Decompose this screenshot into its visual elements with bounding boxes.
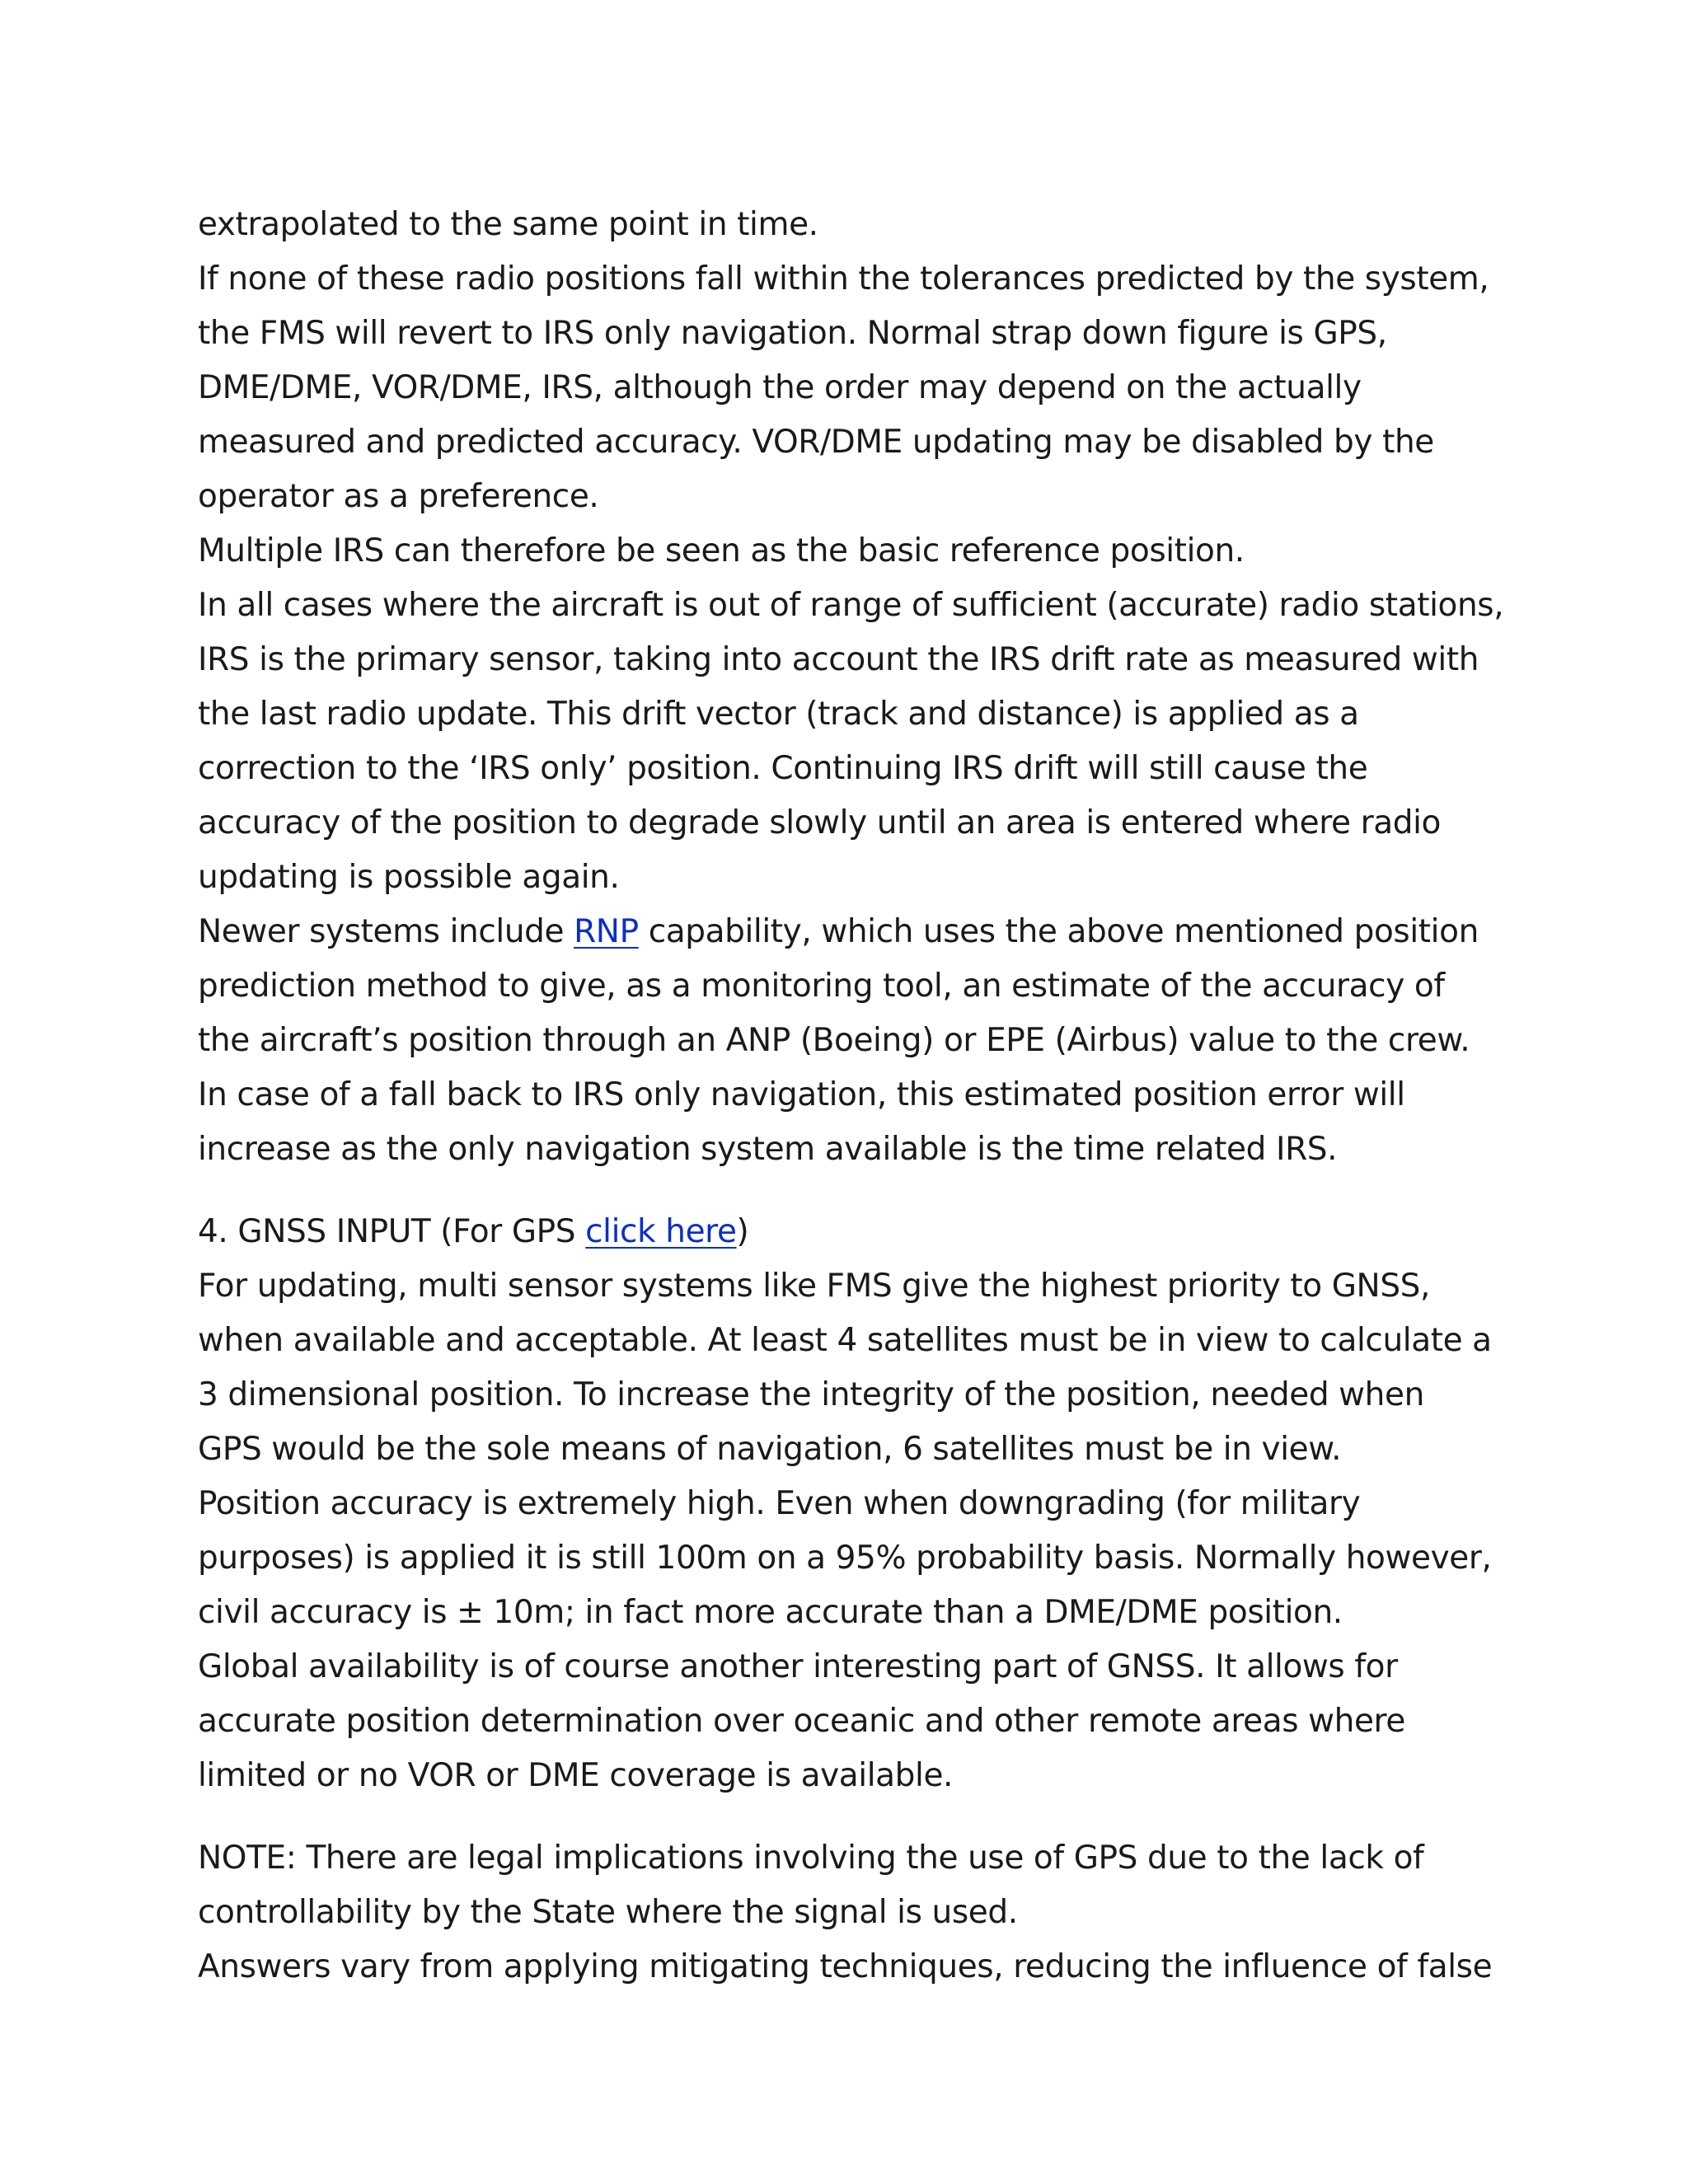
text-line: GPS would be the sole means of navigation, 6 satellites must be in view. bbox=[198, 1431, 1342, 1468]
text-line: IRS is the primary sensor, taking into account the IRS drift rate as measured with bbox=[198, 641, 1479, 678]
text-line: For updating, multi sensor systems like FMS give the highest priority to GNSS, bbox=[198, 1268, 1431, 1305]
paragraph-global-availability bbox=[198, 1640, 1500, 1803]
text-line: In all cases where the aircraft is out of range of sufficient (accurate) radio stations, bbox=[198, 587, 1504, 624]
paragraph-gnss-priority bbox=[198, 1259, 1500, 1477]
text-line: the FMS will revert to IRS only navigation. Normal strap down figure is GPS, bbox=[198, 315, 1387, 352]
section-heading-gnss-input bbox=[198, 1205, 1500, 1259]
text-line: DME/DME, VOR/DME, IRS, although the order may depend on the actually bbox=[198, 369, 1362, 406]
text-line: Global availability is of course another interesting part of GNSS. It allows for bbox=[198, 1648, 1398, 1685]
text-line: prediction method to give, as a monitoring tool, an estimate of the accuracy of bbox=[198, 968, 1445, 1005]
paragraph-gap bbox=[198, 1803, 1500, 1831]
text-line: controllability by the State where the signal is used. bbox=[198, 1894, 1018, 1931]
paragraph-gap bbox=[198, 1177, 1500, 1205]
text-line: increase as the only navigation system available is the time related IRS. bbox=[198, 1131, 1338, 1168]
paragraph-answers bbox=[198, 1940, 1500, 1994]
text-line: In case of a fall back to IRS only navigation, this estimated position error will bbox=[198, 1076, 1405, 1113]
text-line: the last radio update. This drift vector (track and distance) is applied as a bbox=[198, 696, 1359, 733]
text-line: updating is possible again. bbox=[198, 859, 620, 896]
text-line: the aircraft’s position through an ANP (Boeing) or EPE (Airbus) value to the crew. bbox=[198, 1022, 1470, 1059]
text-segment: Newer systems include bbox=[198, 913, 574, 950]
text-line: Answers vary from applying mitigating techniques, reducing the influence of false bbox=[198, 1948, 1493, 1985]
heading-text: 4. GNSS INPUT (For GPS bbox=[198, 1213, 586, 1250]
paragraph-extrapolated bbox=[198, 198, 1500, 252]
paragraph-position-accuracy bbox=[198, 1477, 1500, 1640]
paragraph-rnp bbox=[198, 905, 1500, 1177]
text-line: Position accuracy is extremely high. Even when downgrading (for military bbox=[198, 1485, 1361, 1522]
text-line: civil accuracy is ± 10m; in fact more accurate than a DME/DME position. bbox=[198, 1594, 1343, 1631]
text-line: correction to the ‘IRS only’ position. Continuing IRS drift will still cause the bbox=[198, 750, 1368, 787]
text-line: accurate position determination over oceanic and other remote areas where bbox=[198, 1703, 1405, 1740]
text-line: purposes) is applied it is still 100m on a 95% probability basis. Normally however, bbox=[198, 1540, 1492, 1577]
paragraph-irs-primary bbox=[198, 579, 1504, 905]
text-line: NOTE: There are legal implications involving the use of GPS due to the lack of bbox=[198, 1840, 1424, 1877]
heading-text-close: ) bbox=[736, 1213, 749, 1250]
text-line: operator as a preference. bbox=[198, 478, 599, 515]
text-line: If none of these radio positions fall within the tolerances predicted by the system, bbox=[198, 260, 1489, 298]
paragraph-note bbox=[198, 1831, 1500, 1940]
paragraph-multiple-irs bbox=[198, 524, 1500, 579]
heading-line bbox=[198, 1205, 1500, 1259]
text-line: 3 dimensional position. To increase the integrity of the position, needed when bbox=[198, 1376, 1424, 1413]
rnp-link[interactable]: RNP bbox=[574, 913, 639, 950]
gps-click-here-link[interactable]: click here bbox=[585, 1213, 737, 1250]
text-line bbox=[198, 905, 1500, 959]
text-line: when available and acceptable. At least 4 satellites must be in view to calculate a bbox=[198, 1322, 1492, 1359]
text-line: limited or no VOR or DME coverage is available. bbox=[198, 1757, 954, 1794]
document-page bbox=[198, 198, 1504, 1994]
text-line: measured and predicted accuracy. VOR/DME updating may be disabled by the bbox=[198, 424, 1434, 461]
text-line: accuracy of the position to degrade slowly until an area is entered where radio bbox=[198, 804, 1441, 841]
paragraph-radio-positions bbox=[198, 252, 1500, 524]
text-segment: capability, which uses the above mentioned position bbox=[638, 913, 1479, 950]
text-line: Multiple IRS can therefore be seen as the basic reference position. bbox=[198, 532, 1245, 569]
text-line: extrapolated to the same point in time. bbox=[198, 206, 818, 243]
